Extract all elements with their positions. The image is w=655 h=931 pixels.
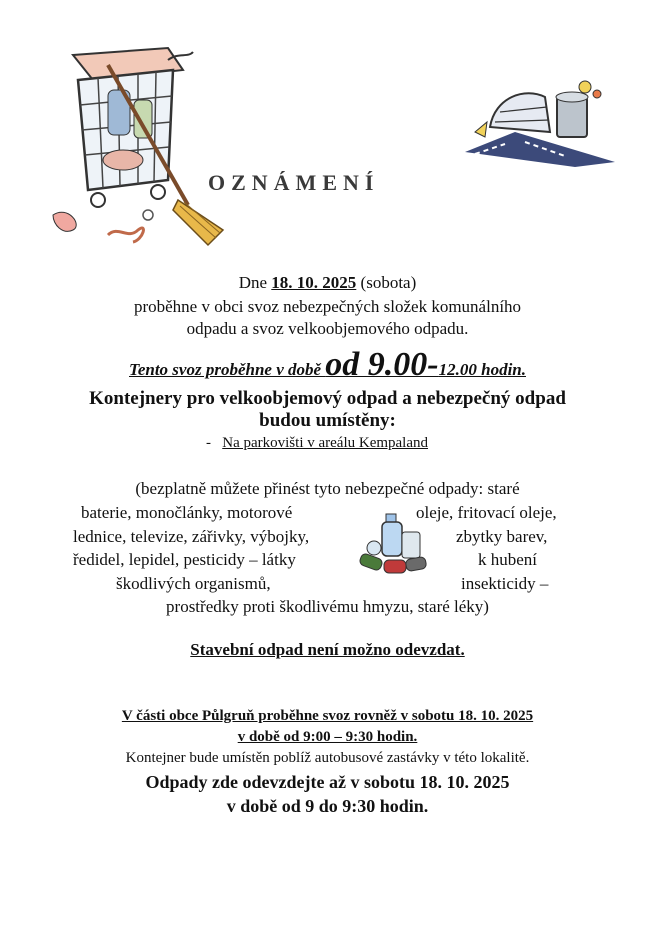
time-prefix: Tento svoz proběhne v době	[129, 360, 326, 379]
hazardous-line-5a: škodlivých organismů,	[116, 574, 271, 593]
garbage-heap-icon	[465, 72, 615, 167]
containers-heading-2: budou umístěny:	[259, 410, 396, 431]
pulgrun-line-4: Odpady zde odevzdejte až v sobotu 18. 10. 2025	[145, 772, 510, 792]
time-to: 12.00 hodin.	[438, 360, 526, 379]
intro-prefix: Dne	[238, 273, 272, 292]
pulgrun-line-1: V části obce Půlgruň proběhne svoz rovněž v sobotu 18. 10. 2025	[121, 708, 534, 724]
construction-waste-note: Stavební odpad není možno odevzdat.	[190, 640, 465, 659]
pulgrun-line-3: Kontejner bude umístěn poblíž autobusové zastávky v této lokalitě.	[125, 750, 530, 766]
intro-line-2: proběhne v obci svoz nebezpečných složek komunálního	[133, 297, 522, 316]
hazardous-line-3a: lednice, televize, zářivky, výbojky,	[73, 527, 310, 546]
hazardous-line-2a: baterie, monočlánky, motorové	[81, 503, 293, 522]
containers-heading-1: Kontejnery pro velkoobjemový odpad a nebezpečný odpad	[89, 388, 566, 409]
container-location	[206, 435, 428, 452]
shopping-cart-with-broom-icon	[48, 40, 233, 255]
intro-line-1	[0, 272, 655, 294]
intro-date: 18. 10. 2025	[271, 273, 357, 292]
time-from: od 9.00-	[325, 346, 439, 383]
hazardous-line-4b: k hubení	[478, 550, 538, 569]
page-title: OZNÁMENÍ	[208, 170, 380, 195]
hazardous-line-3b: zbytky barev,	[456, 527, 548, 546]
location-dash: -	[206, 435, 211, 451]
hazardous-line-4a: ředidel, lepidel, pesticidy – látky	[73, 550, 296, 569]
collection-time	[0, 346, 655, 384]
pulgrun-line-2: v době od 9:00 – 9:30 hodin.	[237, 729, 418, 745]
intro-line-3: odpadu a svoz velkoobjemového odpadu.	[186, 319, 469, 338]
hazardous-line-5b: insekticidy –	[461, 574, 549, 593]
hazardous-waste-bottles-icon	[356, 512, 434, 582]
location-text: Na parkovišti v areálu Kempaland	[222, 435, 429, 451]
hazardous-line-2b: oleje, fritovací oleje,	[416, 503, 557, 522]
pulgrun-line-5: v době od 9 do 9:30 hodin.	[226, 796, 429, 816]
hazardous-line-6: prostředky proti škodlivému hmyzu, staré léky)	[166, 597, 489, 616]
hazardous-line-1: (bezplatně můžete přinést tyto nebezpečné odpady: staré	[135, 479, 520, 498]
intro-suffix: (sobota)	[356, 273, 417, 292]
